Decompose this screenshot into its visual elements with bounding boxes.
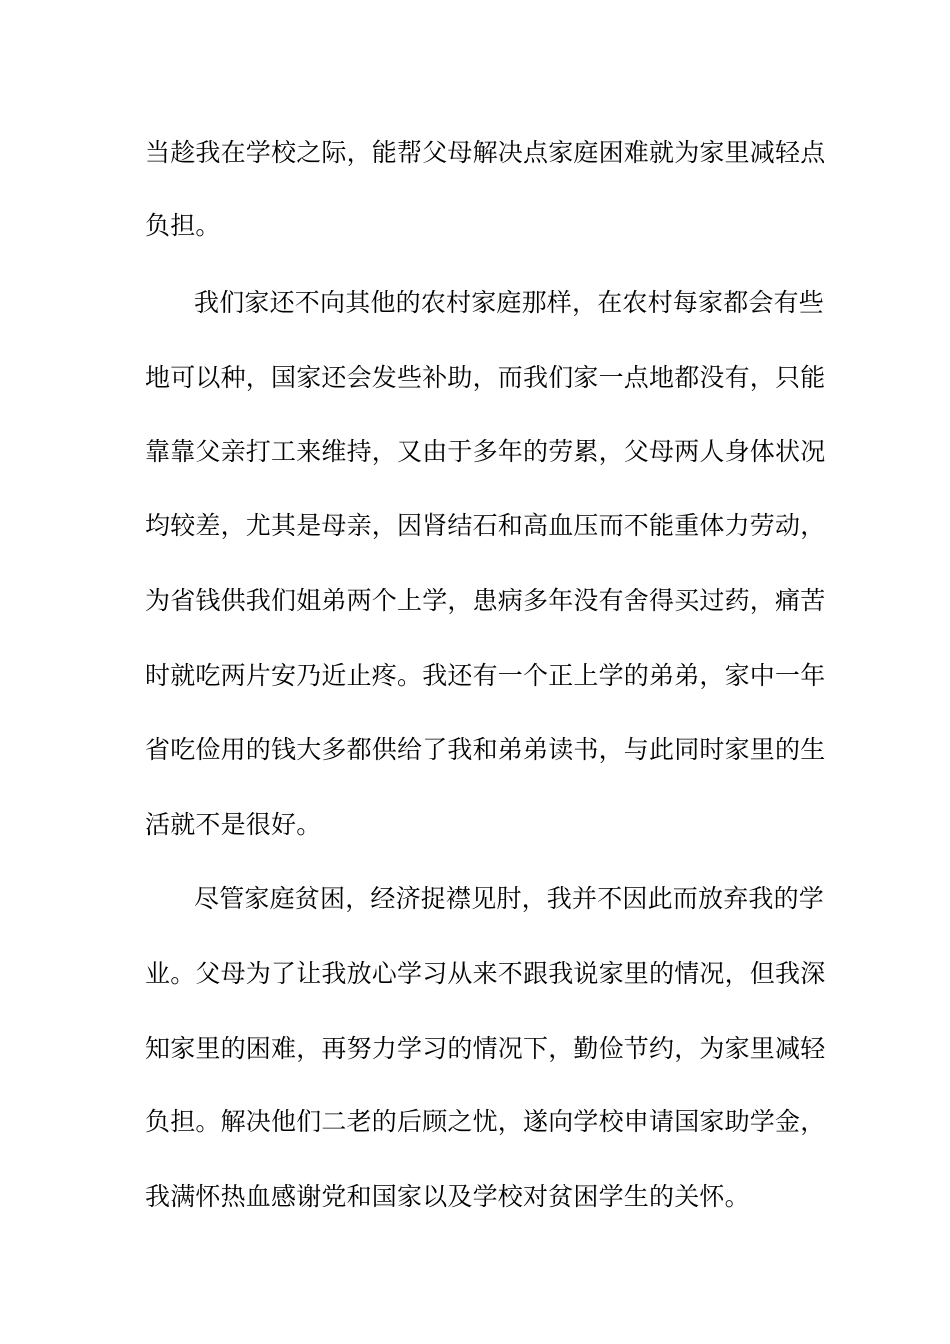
text-line-2: 负担。 bbox=[145, 211, 221, 240]
text-line-6: 均较差，尤其是母亲，因肾结石和高血压而不能重体力劳动， bbox=[145, 511, 826, 540]
text-line-4: 地可以种，国家还会发些补助，而我们家一点地都没有，只能 bbox=[145, 363, 826, 392]
text-line-13: 知家里的困难，再努力学习的情况下，勤俭节约，为家里减轻 bbox=[145, 1034, 826, 1063]
paragraph-3-line-1: 尽管家庭贫困，经济捉襟见肘，我并不因此而放弃我的学 bbox=[194, 884, 825, 913]
text-line-1: 当趁我在学校之际，能帮父母解决点家庭困难就为家里减轻点 bbox=[145, 138, 826, 167]
text-line-9: 省吃俭用的钱大多都供给了我和弟弟读书，与此同时家里的生 bbox=[145, 735, 826, 764]
text-line-12: 业。父母为了让我放心学习从来不跟我说家里的情况，但我深 bbox=[145, 959, 826, 988]
paragraph-2-line-1: 我们家还不向其他的农村家庭那样，在农村每家都会有些 bbox=[194, 288, 825, 317]
text-line-10: 活就不是很好。 bbox=[145, 810, 322, 839]
text-line-15: 我满怀热血感谢党和国家以及学校对贫困学生的关怀。 bbox=[145, 1182, 750, 1211]
text-line-7: 为省钱供我们姐弟两个上学，患病多年没有舍得买过药，痛苦 bbox=[145, 586, 826, 615]
text-line-8: 时就吃两片安乃近止疼。我还有一个正上学的弟弟，家中一年 bbox=[145, 661, 826, 690]
text-line-5: 靠靠父亲打工来维持，又由于多年的劳累，父母两人身体状况 bbox=[145, 437, 826, 466]
text-line-14: 负担。解决他们二老的后顾之忧，遂向学校申请国家助学金， bbox=[145, 1107, 826, 1136]
